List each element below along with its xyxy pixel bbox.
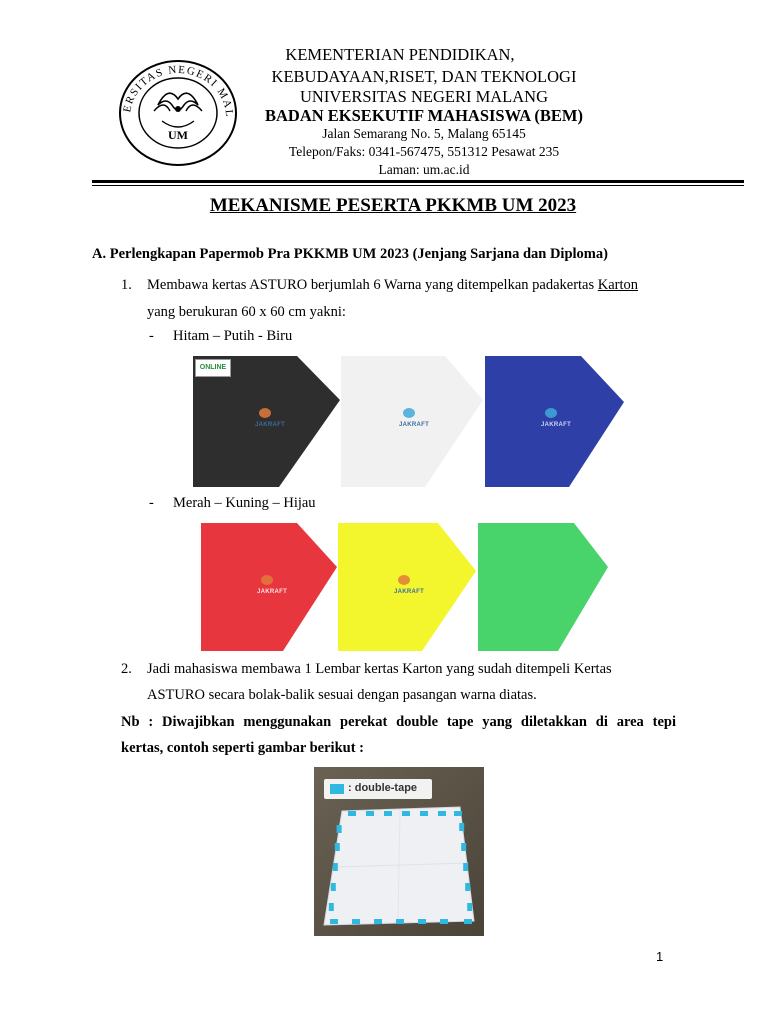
double-tape-marker [467,903,472,911]
item-2-line-1: Jadi mahasiswa membawa 1 Lembar kertas Karton yang sudah ditempeli Kertas [147,661,612,677]
section-a-heading: A. Perlengkapan Papermob Pra PKKMB UM 2023 (Jenjang Sarjana dan Diploma) [92,246,608,262]
item-1-line-2: yang berukuran 60 x 60 cm yakni: [147,304,346,320]
page-number: 1 [656,949,664,964]
double-tape-legend [324,779,432,799]
double-tape-marker [329,903,334,911]
document-title: MEKANISME PESERTA PKKMB UM 2023 [209,195,577,216]
watermark-logo-icon [398,575,410,585]
watermark-text: JAKRAFT [394,589,425,595]
header-rule-thin [92,185,744,186]
double-tape-marker [459,823,464,831]
double-tape-marker [331,883,336,891]
double-tape-marker [454,811,462,816]
header-address: Jalan Semarang No. 5, Malang 65145 [322,126,526,141]
header-university: UNIVERSITAS NEGERI MALANG [300,87,548,106]
tape-legend-chip [330,784,344,794]
double-tape-marker [333,863,338,871]
watermark-logo-icon [261,575,273,585]
swatch-black [193,356,340,487]
double-tape-marker [348,811,356,816]
swatch-blue [485,356,627,487]
item-1-text: Membawa kertas ASTURO berjumlah 6 Warna yang ditempelkan padakertas [147,277,598,293]
double-tape-marker [440,919,448,924]
double-tape-marker [463,863,468,871]
header-website: Laman: um.ac.id [378,162,470,177]
double-tape-marker [420,811,428,816]
logo-ring-text: ERSITAS NEGERI MAL [121,63,236,119]
double-tape-marker [461,843,466,851]
double-tape-marker [335,843,340,851]
double-tape-marker [402,811,410,816]
watermark-text: JAKRAFT [257,589,288,595]
header-rule-thick [92,180,744,183]
bullet-dash-1: - [149,328,154,344]
header-phone: Telepon/Faks: 0341-567475, 551312 Pesawat 235 [288,144,560,159]
double-tape-marker [418,919,426,924]
tape-legend-label: : double-tape [348,782,418,794]
header-ministry-2: KEBUDAYAAN,RISET, DAN TEKNOLOGI [271,67,577,86]
swatch-white [341,356,483,487]
double-tape-marker [465,883,470,891]
double-tape-example-photo [314,767,484,936]
watermark-logo-icon [403,408,415,418]
note-line-1: Nb : Diwajibkan menggunakan perekat double tape yang diletakkan di area tepi [121,714,676,730]
item-2-line-2: ASTURO secara bolak-balik sesuai dengan pasangan warna diatas. [147,687,537,703]
double-tape-marker [374,919,382,924]
watermark-text: JAKRAFT [541,422,572,428]
header-bem: BADAN EKSEKUTIF MAHASISWA (BEM) [265,106,583,125]
double-tape-marker [438,811,446,816]
watermark-logo-icon [545,408,557,418]
bullet-dash-2: - [149,495,154,511]
color-set-2-label: Merah – Kuning – Hijau [173,495,316,511]
logo-um-mark: UM [168,128,188,142]
header-ministry: KEMENTERIAN PENDIDIKAN, [285,45,515,64]
double-tape-marker [396,919,404,924]
double-tape-marker [384,811,392,816]
watermark-logo-icon [259,408,271,418]
item-1-number: 1. [121,277,132,293]
double-tape-marker [337,825,342,833]
color-set-1-label: Hitam – Putih - Biru [173,328,293,344]
karton-term: Karton [597,277,639,293]
item-2-number: 2. [121,661,132,677]
double-tape-marker [352,919,360,924]
watermark-text: JAKRAFT [255,422,286,428]
double-tape-marker [464,919,472,924]
online-badge: ONLINE [195,359,231,377]
swatch-green [478,523,612,651]
double-tape-marker [330,919,338,924]
swatch-red [201,523,337,651]
swatch-yellow [338,523,476,651]
item-1-line-1 [147,277,638,294]
double-tape-marker [366,811,374,816]
note-line-2: kertas, contoh seperti gambar berikut : [121,740,364,756]
watermark-text: JAKRAFT [399,422,430,428]
